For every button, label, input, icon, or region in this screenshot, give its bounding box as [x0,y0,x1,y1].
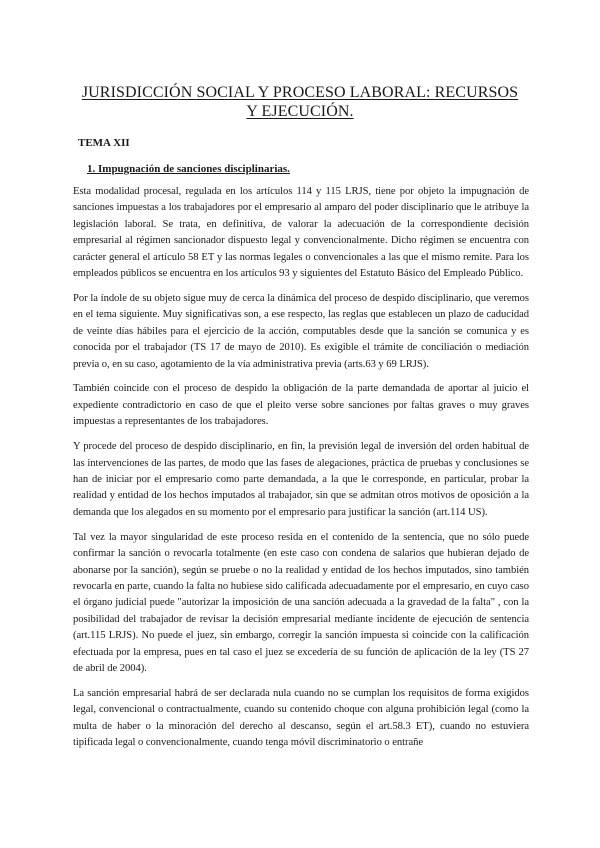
paragraph: Y procede del proceso de despido disciplinario, en fin, la previsión legal de inversión del orden habitual de las intervenciones de las partes, de modo que las fases de alegaciones, práctica de pruebas y conclusiones se han de iniciar por el empresario como parte demandada, a la que le corresponde, en particular, probar la realidad y entidad de los hechos imputados al trabajador, sin que se admitan otros motivos de oposición a la demanda que los alegados en su momento por el empresario para justificar la sanción (art.114 US). [73,441,529,518]
tema-label: TEMA XII [78,137,130,149]
paragraph: Tal vez la mayor singularidad de este proceso resida en el contenido de la sentencia, que no sólo puede confirmar la sanción o revocarla totalmente (en este caso con condena de salarios que hubieran dejado de abonarse por la sanción), según se pruebe o no la realidad y entidad de los hechos imputados, sino también revocarla en parte, cuando la falta no hubiese sido calificada adecuadamente por el empresario, en cuyo caso el órgano judicial puede "autorizar la imposición de una sanción adecuada a la gravedad de la falta" , con la posibilidad del trabajador de revisar la decisión empresarial mediante incidente de ejecución de sentencia (art.115 LRJS). No puede el juez, sin embargo, corregir la sanción impuesta si coincide con la calificación efectuada por la empresa, pues en tal caso el juez se excedería de su función de aplicación de la ley (TS 27 de abril de 2004). [73,531,529,674]
paragraph: Esta modalidad procesal, regulada en los artículos 114 y 115 LRJS, tiene por objeto la impugnación de sanciones impuestas a los trabajadores por el empresario al amparo del poder disciplinario que le atribuye la legislación laboral. Se trata, en definitiva, de valorar la adecuación de la correspondiente decisión empresarial al régimen sancionador dispuesto legal y convencionalmente. Dicho régimen se encuentra con carácter general el artículo 58 ET y las normas legales o convencionales a las que el mismo remite. Para los empleados públicos se encuentra en los artículos 93 y siguientes del Estatuto Básico del Empleado Público. [73,186,529,280]
paragraph: La sanción empresarial habrá de ser declarada nula cuando no se cumplan los requisitos de forma exigidos legal, convencional o contractualmente, cuando su contenido choque con alguna prohibición legal (como la multa de haber o la minoración del derecho al descanso, según el art.58.3 ET), cuando no estuviera tipificada legal o convencionalmente, cuando tenga móvil discriminatorio o entrañe [73,687,529,749]
paragraph: También coincide con el proceso de despido la obligación de la parte demandada de aportar al juicio el expediente contradictorio en caso de que el pleito verse sobre sanciones por faltas graves o muy graves impuestas a representantes de los trabajadores. [73,383,529,428]
section-heading: 1. Impugnación de sanciones disciplinarias. [87,163,290,175]
document-body [73,184,529,752]
document-title: JURISDICCIÓN SOCIAL Y PROCESO LABORAL: RECURSOS Y EJECUCIÓN. [81,84,519,120]
paragraph: Por la índole de su objeto sigue muy de cerca la dinámica del proceso de despido disciplinario, que veremos en el tema siguiente. Muy significativas son, a ese respecto, las reglas que establecen un plazo de caducidad de veinte días hábiles para el ejercicio de la acción, computables desde que la sanción se comunica y es conocida por el trabajador (TS 17 de mayo de 2010). Es exigible el trámite de conciliación o mediación previa o, en su caso, agotamiento de la vía administrativa previa (arts.63 y 69 LRJS). [73,292,529,370]
